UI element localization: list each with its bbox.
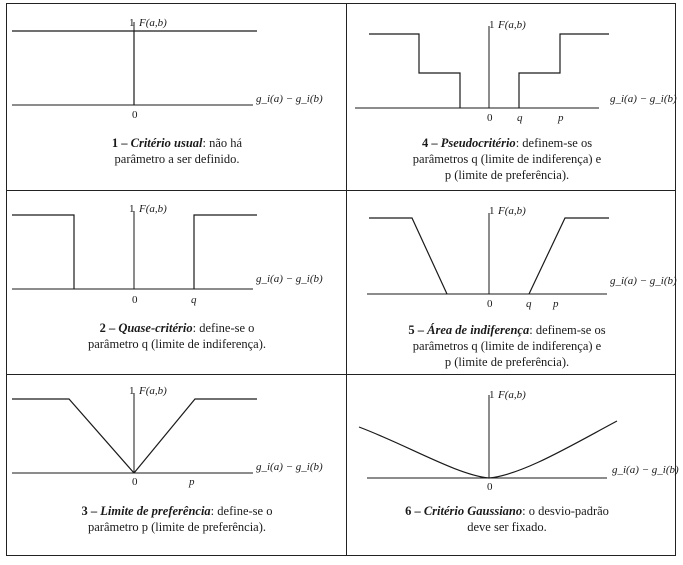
gaussian-curve — [359, 421, 617, 478]
origin-label: 0 — [132, 476, 138, 488]
y-tick-label: 1 — [489, 389, 495, 401]
caption-indifference-area — [357, 322, 657, 370]
step-function-line — [12, 31, 134, 105]
caption-pseudo-criterion — [357, 135, 657, 183]
y-axis-label: F(a,b) — [498, 389, 526, 401]
caption-name: Quase-critério — [118, 321, 193, 335]
caption-line3: p (limite de preferência). — [444, 355, 570, 369]
caption-name: Área de indiferença — [427, 323, 530, 337]
y-tick-label: 1 — [489, 19, 495, 31]
right-slope-line — [529, 218, 609, 294]
caption-number: 3 – — [81, 504, 98, 518]
left-step-line — [12, 215, 74, 289]
caption-line2: parâmetros q (limite de indiferença) e — [412, 339, 602, 353]
y-tick-label: 1 — [129, 17, 135, 29]
panel-pseudo-criterion — [347, 4, 675, 190]
right-step-line — [194, 215, 257, 289]
caption-quasi-criterion — [27, 320, 327, 352]
x-axis-label: g_i(a) − g_i(b) — [610, 275, 677, 287]
panel-preference-limit — [7, 375, 346, 555]
q-label: q — [526, 298, 532, 310]
caption-name: Critério Gaussiano — [423, 504, 523, 518]
caption-line2: deve ser fixado. — [467, 520, 547, 534]
left-slope-line — [369, 218, 447, 294]
left-step-line — [369, 34, 460, 108]
caption-line2: parâmetro a ser definido. — [114, 152, 240, 166]
right-step-line — [519, 34, 609, 108]
caption-rest: : definem-se os — [529, 323, 606, 337]
caption-rest: : o desvio-padrão — [522, 504, 609, 518]
caption-preference-limit — [27, 503, 327, 535]
x-axis-label: g_i(a) − g_i(b) — [612, 464, 679, 476]
panel-usual-criterion — [7, 4, 346, 190]
y-axis-label: F(a,b) — [498, 19, 526, 31]
origin-label: 0 — [132, 109, 138, 121]
panel-indifference-area — [347, 191, 675, 374]
y-axis-label: F(a,b) — [139, 17, 167, 29]
caption-number: 6 – — [405, 504, 421, 518]
caption-rest: : definem-se os — [515, 136, 593, 150]
caption-rest: : não há — [202, 136, 243, 150]
q-label: q — [517, 112, 523, 124]
x-axis-label: g_i(a) − g_i(b) — [256, 461, 323, 473]
caption-rest: : define-se o — [210, 504, 273, 518]
p-label: p — [553, 298, 559, 310]
y-axis-label: F(a,b) — [498, 205, 526, 217]
caption-usual-criterion — [27, 135, 327, 167]
caption-gaussian-criterion — [357, 503, 657, 535]
caption-number: 2 – — [99, 321, 116, 335]
panel-gaussian-criterion — [347, 375, 679, 555]
y-tick-label: 1 — [129, 203, 135, 215]
caption-line3: p (limite de preferência). — [444, 168, 570, 182]
origin-label: 0 — [487, 298, 493, 310]
origin-label: 0 — [487, 481, 493, 493]
caption-name: Limite de preferência — [100, 504, 211, 518]
y-axis-label: F(a,b) — [139, 385, 167, 397]
p-label: p — [189, 476, 195, 488]
panel-quasi-criterion — [7, 191, 346, 374]
origin-label: 0 — [132, 294, 138, 306]
caption-name: Critério usual — [130, 136, 203, 150]
x-axis-label: g_i(a) − g_i(b) — [256, 93, 323, 105]
origin-label: 0 — [487, 112, 493, 124]
x-axis-label: g_i(a) − g_i(b) — [610, 93, 677, 105]
caption-line2: parâmetro q (limite de indiferença). — [87, 337, 267, 351]
right-linear-line — [134, 399, 257, 473]
q-label: q — [191, 294, 197, 306]
criteria-grid — [6, 3, 679, 556]
y-axis-label: F(a,b) — [139, 203, 167, 215]
caption-name: Pseudocritério — [440, 136, 516, 150]
caption-rest: : define-se o — [192, 321, 255, 335]
caption-number: 1 – — [111, 136, 128, 150]
caption-line2: parâmetro p (limite de preferência). — [87, 520, 267, 534]
y-tick-label: 1 — [489, 205, 495, 217]
y-tick-label: 1 — [129, 385, 135, 397]
caption-number: 4 – — [421, 136, 438, 150]
x-axis-label: g_i(a) − g_i(b) — [256, 273, 323, 285]
caption-number: 5 – — [408, 323, 425, 337]
caption-line2: parâmetros q (limite de indiferença) e — [412, 152, 602, 166]
p-label: p — [558, 112, 564, 124]
left-linear-line — [12, 399, 134, 473]
